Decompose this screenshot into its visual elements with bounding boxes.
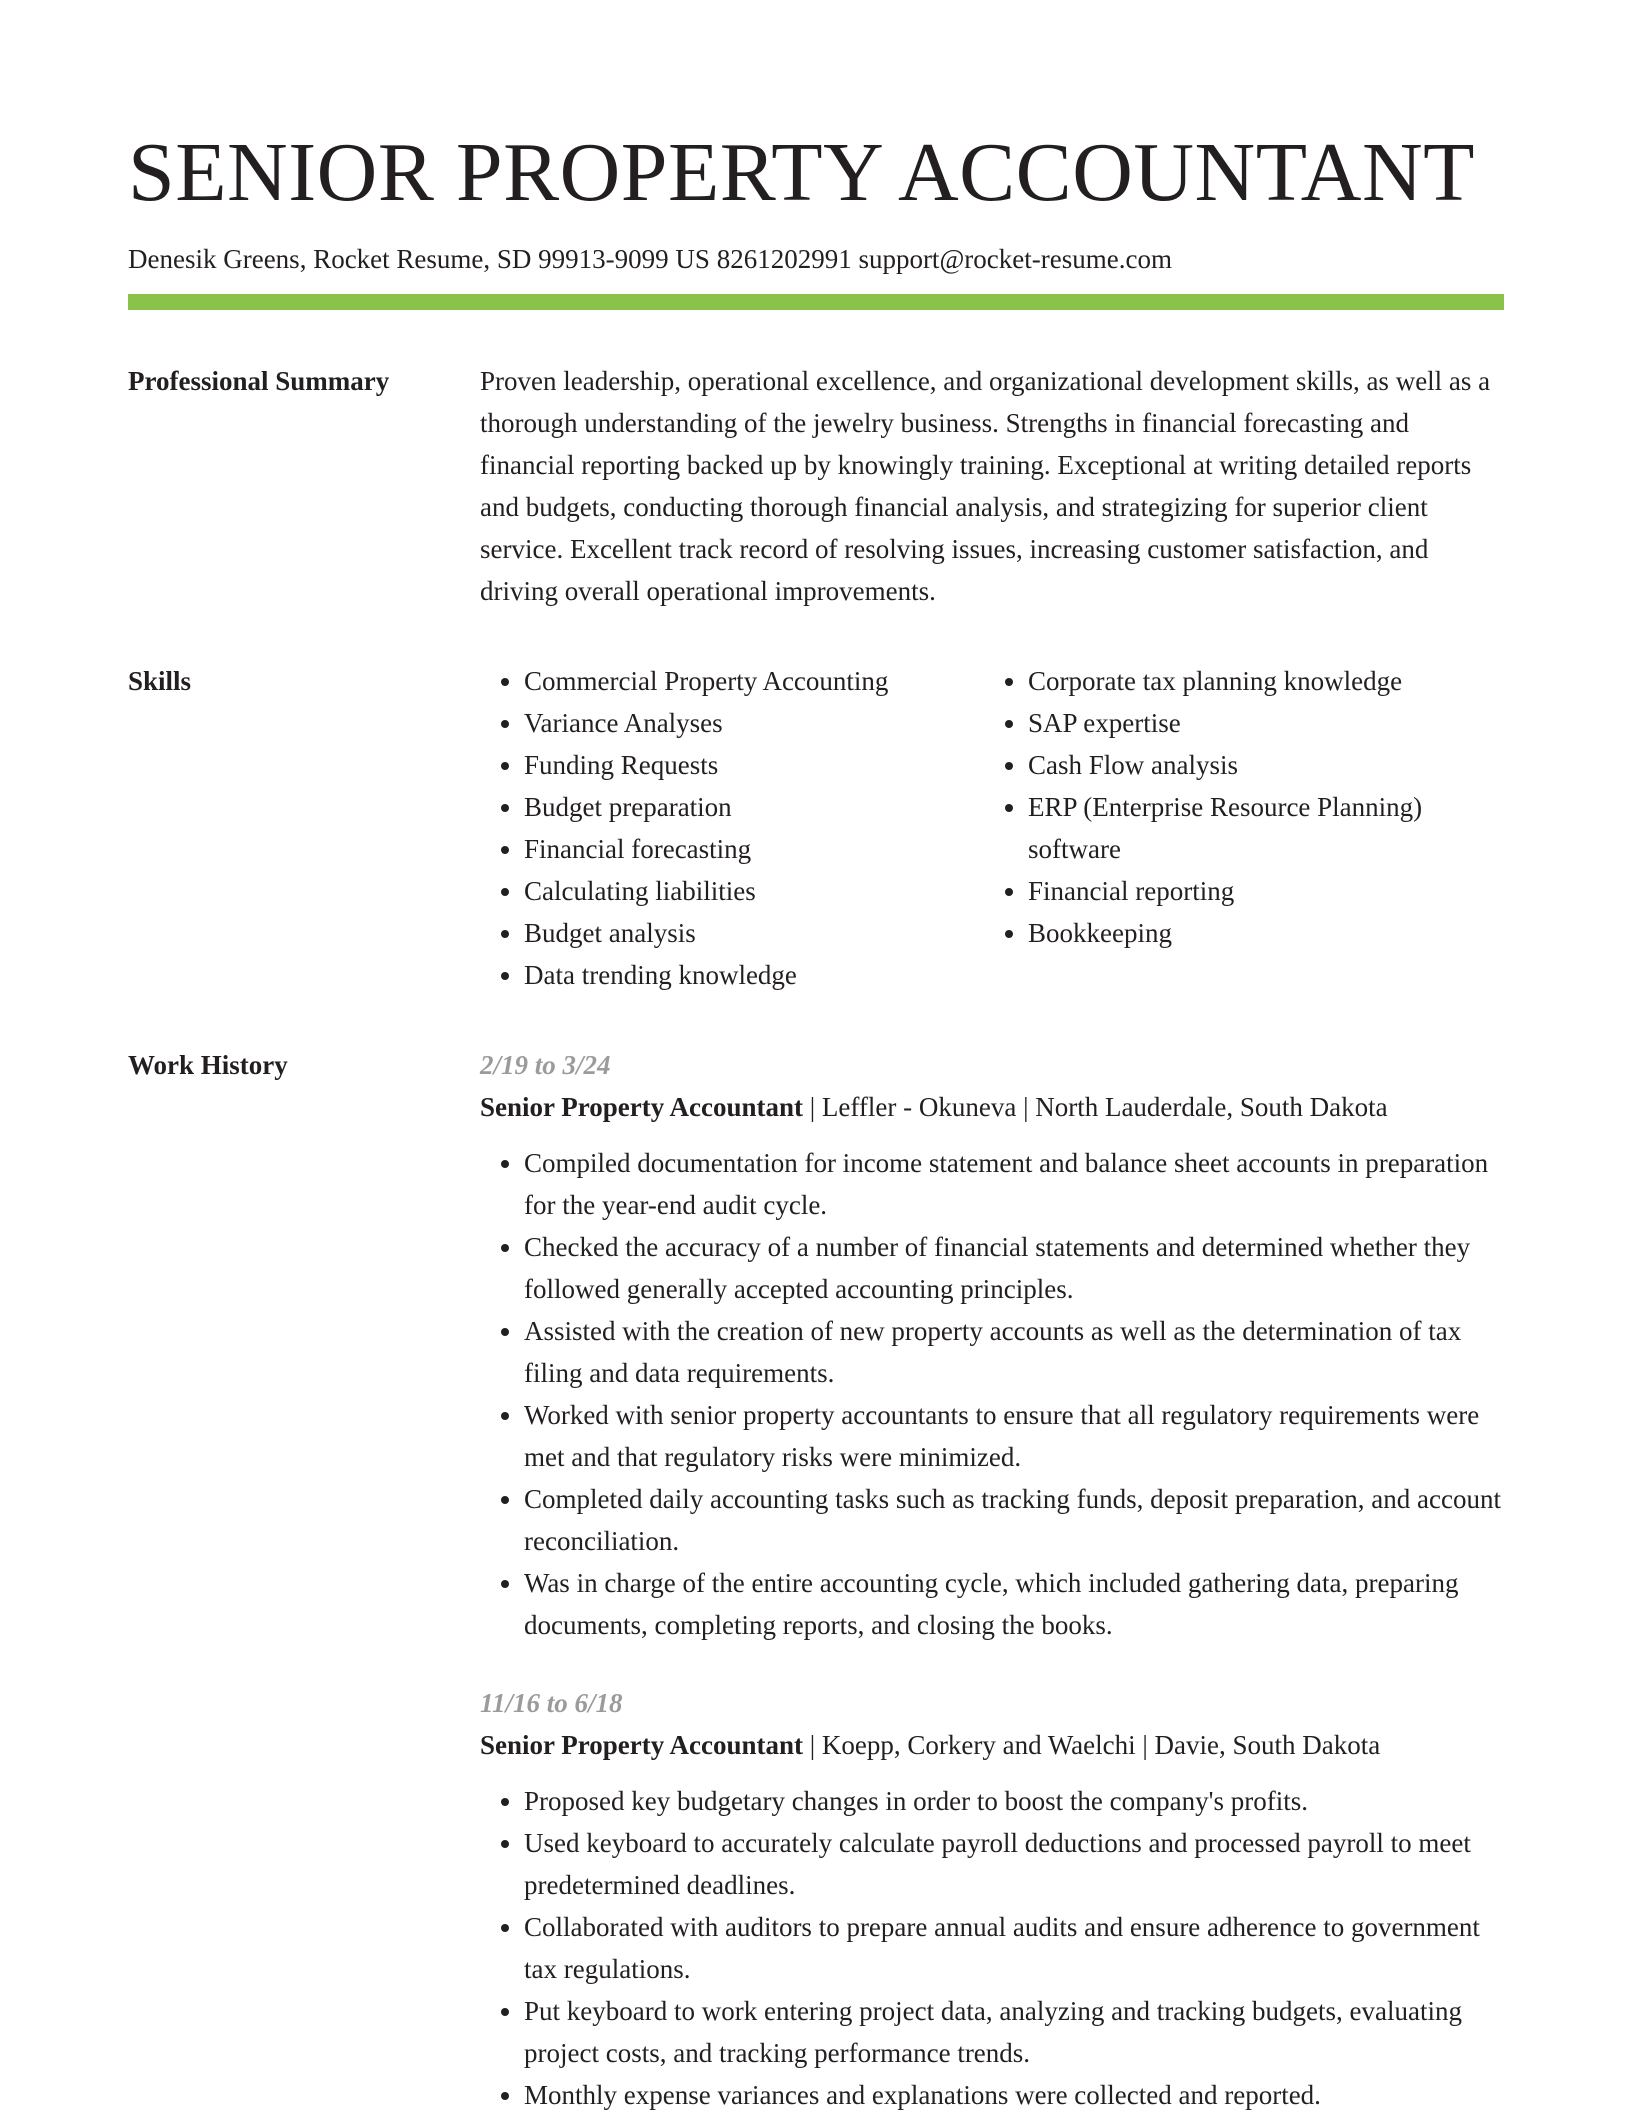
skill-item: • Funding Requests	[524, 744, 984, 786]
job-title: Senior Property Accountant	[480, 1092, 803, 1122]
job-dates: 2/19 to 3/24	[480, 1050, 611, 1080]
job-bullet: • Proposed key budgetary changes in order to boost the company's profits.	[524, 1780, 1504, 1822]
contact-address: Denesik Greens, Rocket Resume, SD 99913-9099 US	[128, 244, 710, 274]
skill-item: • Budget analysis	[524, 912, 984, 954]
skill-item: • Calculating liabilities	[524, 870, 984, 912]
job-bullet: • Completed daily accounting tasks such as tracking funds, deposit preparation, and account reconciliation.	[524, 1478, 1504, 1562]
skill-item: • Cash Flow analysis	[1028, 744, 1488, 786]
job-entry	[480, 1044, 1504, 1646]
contact-email: support@rocket-resume.com	[858, 244, 1172, 274]
skill-item: • Variance Analyses	[524, 702, 984, 744]
skills-list-left	[480, 660, 984, 996]
job-location: North Lauderdale, South Dakota	[1035, 1092, 1388, 1122]
skill-item: • Budget preparation	[524, 786, 984, 828]
skill-item: • Bookkeeping	[1028, 912, 1488, 954]
contact-line	[128, 240, 1504, 278]
skill-item: • Financial forecasting	[524, 828, 984, 870]
summary-section	[128, 360, 1504, 612]
skill-item: • ERP (Enterprise Resource Planning) software	[1028, 786, 1488, 870]
skill-item: • Corporate tax planning knowledge	[1028, 660, 1488, 702]
contact-phone: 8261202991	[716, 244, 852, 274]
job-bullet: • Monthly expense variances and explanations were collected and reported.	[524, 2074, 1504, 2116]
job-header: Senior Property Accountant | Leffler - Okuneva | North Lauderdale, South Dakota	[480, 1092, 1388, 1122]
summary-heading: Professional Summary	[128, 366, 390, 396]
job-bullet: • Checked the accuracy of a number of financial statements and determined whether they followed generally accepted accounting principles.	[524, 1226, 1504, 1310]
job-bullet: • Compiled documentation for income statement and balance sheet accounts in preparation for the year-end audit cycle.	[524, 1142, 1504, 1226]
job-header: Senior Property Accountant | Koepp, Corkery and Waelchi | Davie, South Dakota	[480, 1730, 1381, 1760]
skills-heading: Skills	[128, 666, 192, 696]
job-entry	[480, 1682, 1504, 2116]
job-bullet: • Used keyboard to accurately calculate payroll deductions and processed payroll to meet predetermined deadlines.	[524, 1822, 1504, 1906]
job-bullet-list	[480, 1780, 1504, 2116]
job-company: Koepp, Corkery and Waelchi	[821, 1730, 1136, 1760]
job-bullet: • Put keyboard to work entering project data, analyzing and tracking budgets, evaluating project costs, and tracking performance trends.	[524, 1990, 1504, 2074]
work-history-section	[128, 1044, 1504, 2116]
resume-title: SENIOR PROPERTY ACCOUNTANT	[128, 126, 1475, 219]
skills-section	[128, 660, 1504, 996]
job-bullet: • Collaborated with auditors to prepare annual audits and ensure adherence to government tax regulations.	[524, 1906, 1504, 1990]
skill-item: • Commercial Property Accounting	[524, 660, 984, 702]
skills-list-right	[984, 660, 1488, 996]
job-bullet: • Worked with senior property accountants to ensure that all regulatory requirements were met and that regulatory risks were minimized.	[524, 1394, 1504, 1478]
job-title: Senior Property Accountant	[480, 1730, 803, 1760]
header-divider	[128, 294, 1504, 310]
job-bullet-list	[480, 1142, 1504, 1646]
skill-item: • SAP expertise	[1028, 702, 1488, 744]
job-location: Davie, South Dakota	[1154, 1730, 1381, 1760]
work-history-heading: Work History	[128, 1050, 288, 1080]
skill-item: • Financial reporting	[1028, 870, 1488, 912]
resume-page	[128, 118, 1504, 2116]
job-bullet: • Was in charge of the entire accounting cycle, which included gathering data, preparing documents, completing reports, and closing the books.	[524, 1562, 1504, 1646]
summary-text: Proven leadership, operational excellence, and organizational development skills, as well as a thorough understanding of the jewelry business. Strengths in financial forecasting and financial reporting backed up by knowingly training. Exceptional at writing detailed reports and budgets, conducting thorough financial analysis, and strategizing for superior client service. Excellent track record of resolving issues, increasing customer satisfaction, and driving overall operational improvements.	[480, 366, 1491, 606]
job-dates: 11/16 to 6/18	[480, 1688, 623, 1718]
skill-item: • Data trending knowledge	[524, 954, 984, 996]
job-company: Leffler - Okuneva	[821, 1092, 1017, 1122]
job-bullet: • Assisted with the creation of new property accounts as well as the determination of tax filing and data requirements.	[524, 1310, 1504, 1394]
